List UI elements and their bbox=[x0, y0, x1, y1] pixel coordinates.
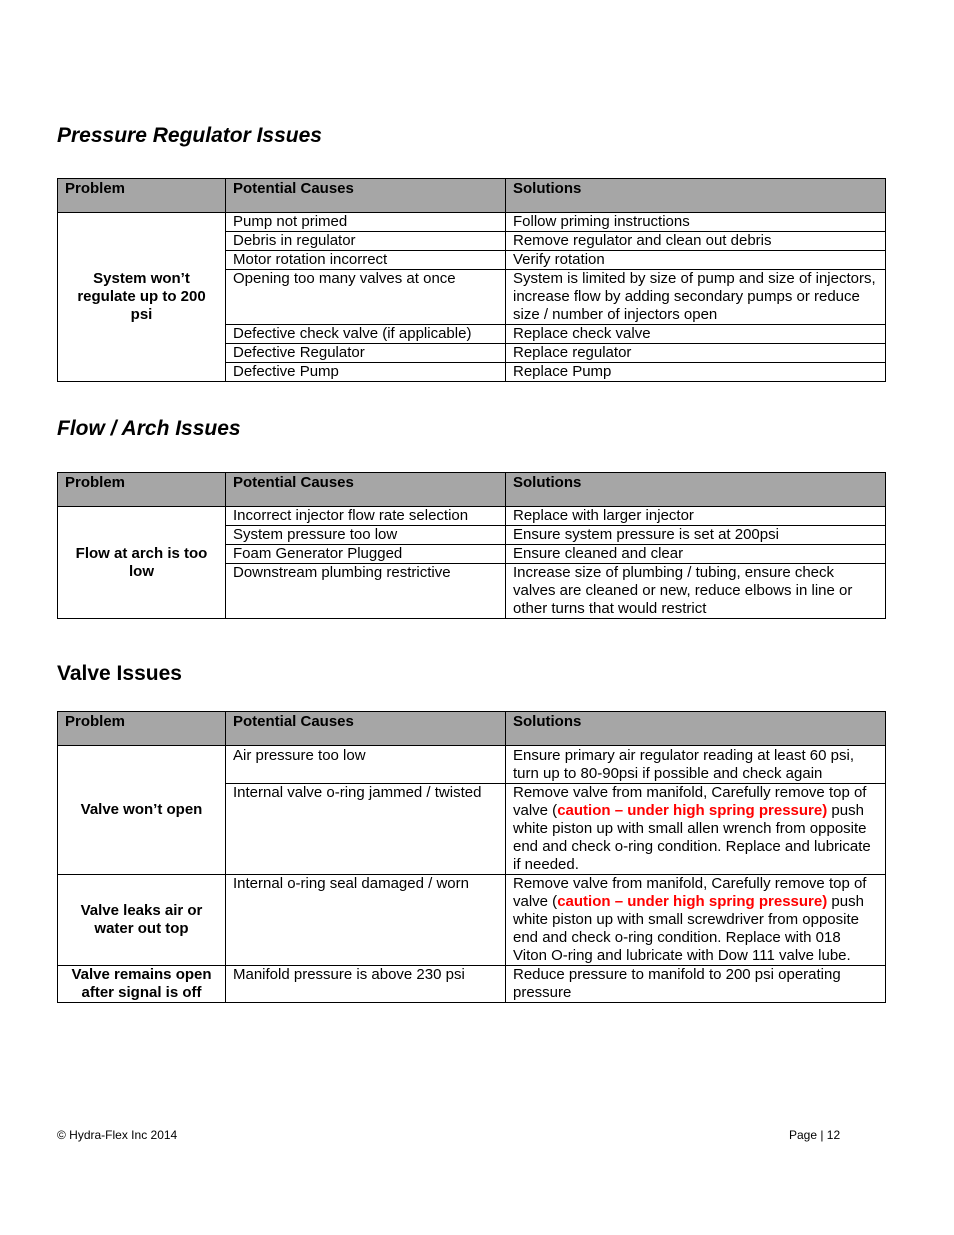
cause-cell: Incorrect injector flow rate selection bbox=[226, 507, 506, 526]
flow-arch-table bbox=[57, 472, 886, 619]
pressure-regulator-table bbox=[57, 178, 886, 382]
header-problem: Problem bbox=[58, 473, 226, 507]
caution-warning: caution – under high spring pressure) bbox=[557, 802, 828, 819]
solution-cell bbox=[506, 784, 886, 875]
solution-cell: Ensure primary air regulator reading at least 60 psi, turn up to 80-90psi if possible and check again bbox=[506, 746, 886, 784]
cause-cell: Internal o-ring seal damaged / worn bbox=[226, 875, 506, 966]
section-title-flow-arch: Flow / Arch Issues bbox=[57, 417, 241, 440]
table-header-row bbox=[58, 712, 886, 746]
solution-cell bbox=[506, 875, 886, 966]
solution-cell: Verify rotation bbox=[506, 251, 886, 270]
cause-cell: Defective check valve (if applicable) bbox=[226, 325, 506, 344]
solution-cell: Ensure cleaned and clear bbox=[506, 545, 886, 564]
cause-cell: Air pressure too low bbox=[226, 746, 506, 784]
header-potential-causes: Potential Causes bbox=[226, 473, 506, 507]
problem-cell: Valve remains open after signal is off bbox=[58, 966, 226, 1003]
table-header-row bbox=[58, 179, 886, 213]
problem-cell: Valve won’t open bbox=[58, 746, 226, 875]
solution-cell: Replace with larger injector bbox=[506, 507, 886, 526]
header-solutions: Solutions bbox=[506, 179, 886, 213]
table-row bbox=[58, 875, 886, 966]
solution-text: push white piston up with small screwdriver from opposite end and check o-ring condition. Replace with 018 Viton O-ring and lubricate with Dow 111 valve lube. bbox=[513, 893, 864, 964]
solution-cell: Increase size of plumbing / tubing, ensure check valves are cleaned or new, reduce elbows in line or other turns that would restrict bbox=[506, 564, 886, 619]
table-header-row bbox=[58, 473, 886, 507]
header-potential-causes: Potential Causes bbox=[226, 179, 506, 213]
solution-cell: Replace Pump bbox=[506, 363, 886, 382]
solution-text: Remove valve from manifold, Carefully remove top of valve ( bbox=[513, 875, 867, 910]
caution-warning: caution – under high spring pressure) bbox=[557, 893, 828, 910]
cause-cell: Foam Generator Plugged bbox=[226, 545, 506, 564]
cause-cell: Opening too many valves at once bbox=[226, 270, 506, 325]
solution-cell: Replace check valve bbox=[506, 325, 886, 344]
header-solutions: Solutions bbox=[506, 712, 886, 746]
table-row bbox=[58, 213, 886, 232]
problem-cell: System won’t regulate up to 200 psi bbox=[58, 213, 226, 382]
problem-cell: Valve leaks air or water out top bbox=[58, 875, 226, 966]
section-title-valve: Valve Issues bbox=[57, 662, 182, 685]
valve-table bbox=[57, 711, 886, 1003]
header-solutions: Solutions bbox=[506, 473, 886, 507]
cause-cell: Downstream plumbing restrictive bbox=[226, 564, 506, 619]
solution-cell: Reduce pressure to manifold to 200 psi operating pressure bbox=[506, 966, 886, 1003]
problem-cell: Flow at arch is too low bbox=[58, 507, 226, 619]
table-row bbox=[58, 507, 886, 526]
solution-text: Remove valve from manifold, Carefully remove top of valve ( bbox=[513, 784, 867, 819]
cause-cell: Manifold pressure is above 230 psi bbox=[226, 966, 506, 1003]
footer-copyright: © Hydra-Flex Inc 2014 bbox=[57, 1128, 178, 1142]
solution-cell: System is limited by size of pump and size of injectors, increase flow by adding secondary pumps or reduce size / number of injectors open bbox=[506, 270, 886, 325]
header-problem: Problem bbox=[58, 179, 226, 213]
cause-cell: Debris in regulator bbox=[226, 232, 506, 251]
cause-cell: Defective Pump bbox=[226, 363, 506, 382]
solution-cell: Remove regulator and clean out debris bbox=[506, 232, 886, 251]
table-row bbox=[58, 746, 886, 784]
header-problem: Problem bbox=[58, 712, 226, 746]
cause-cell: Pump not primed bbox=[226, 213, 506, 232]
cause-cell: Defective Regulator bbox=[226, 344, 506, 363]
solution-cell: Ensure system pressure is set at 200psi bbox=[506, 526, 886, 545]
header-potential-causes: Potential Causes bbox=[226, 712, 506, 746]
cause-cell: System pressure too low bbox=[226, 526, 506, 545]
table-row bbox=[58, 966, 886, 1003]
footer-page-number: Page | 12 bbox=[789, 1128, 841, 1142]
solution-cell: Follow priming instructions bbox=[506, 213, 886, 232]
cause-cell: Motor rotation incorrect bbox=[226, 251, 506, 270]
solution-cell: Replace regulator bbox=[506, 344, 886, 363]
cause-cell: Internal valve o-ring jammed / twisted bbox=[226, 784, 506, 875]
section-title-pressure-regulator: Pressure Regulator Issues bbox=[57, 124, 322, 147]
solution-text: push white piston up with small allen wrench from opposite end and check o-ring condition. Replace and lubricate if needed. bbox=[513, 802, 871, 873]
